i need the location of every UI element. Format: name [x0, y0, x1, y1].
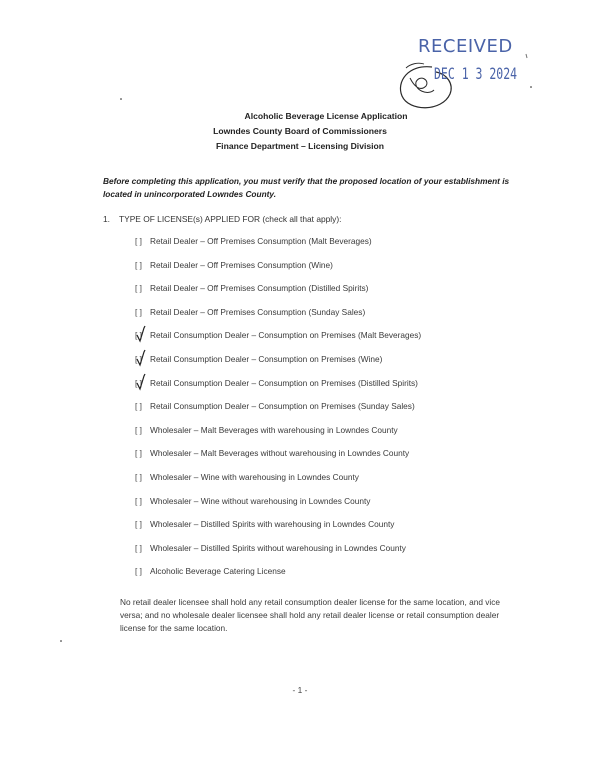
license-option-label: Retail Dealer – Off Premises Consumption (Wine)	[150, 259, 333, 270]
license-checkbox[interactable]: [ ]	[135, 306, 142, 317]
license-option-10[interactable]	[135, 448, 465, 472]
license-option-14[interactable]	[135, 543, 465, 567]
section-number: 1.	[103, 214, 110, 224]
license-checkbox[interactable]: [ ]	[135, 519, 142, 530]
license-option-label: Retail Consumption Dealer – Consumption on Premises (Wine)	[150, 353, 383, 364]
license-option-15[interactable]	[135, 566, 465, 590]
license-option-12[interactable]	[135, 496, 465, 520]
license-checkbox[interactable]: [ ]	[135, 495, 142, 506]
license-option-11[interactable]	[135, 472, 465, 496]
stamp-date: DEC 1 3 2024	[434, 64, 518, 83]
scan-speck	[530, 86, 532, 88]
license-checkbox[interactable]: [ ]	[135, 401, 142, 412]
license-options-list	[135, 236, 465, 590]
handwritten-checkmark-icon	[135, 372, 149, 392]
header-title: Alcoholic Beverage License Application	[244, 111, 408, 121]
header-organization: Lowndes County Board of Commissioners	[213, 126, 387, 136]
license-option-3[interactable]	[135, 283, 465, 307]
license-checkbox[interactable]: [ ]	[135, 283, 142, 294]
license-checkbox[interactable]: [ ]	[135, 424, 142, 435]
header-department: Finance Department – Licensing Division	[215, 141, 385, 151]
restriction-note: No retail dealer licensee shall hold any retail consumption dealer license for the same location, and vice versa; and no wholesale dealer licensee shall hold any retail dealer license or retail consumption dealer license for the same location.	[120, 597, 501, 633]
stamp-title: RECEIVED	[418, 36, 513, 57]
license-option-4[interactable]	[135, 307, 465, 331]
license-option-label: Retail Consumption Dealer – Consumption on Premises (Distilled Spirits)	[150, 377, 418, 388]
license-checkbox[interactable]: [ ]	[135, 259, 142, 270]
license-option-label: Wholesaler – Malt Beverages without warehousing in Lowndes County	[150, 448, 410, 459]
license-option-5[interactable]	[135, 330, 465, 354]
document-header	[0, 109, 600, 154]
license-option-2[interactable]	[135, 260, 465, 284]
license-option-1[interactable]	[135, 236, 465, 260]
license-checkbox[interactable]: [ ]	[135, 330, 142, 341]
license-checkbox[interactable]: [ ]	[135, 566, 142, 577]
license-option-8[interactable]	[135, 401, 465, 425]
license-option-6[interactable]	[135, 354, 465, 378]
handwritten-checkmark-icon	[135, 348, 149, 368]
license-option-label: Wholesaler – Distilled Spirits with warehousing in Lowndes County	[150, 519, 395, 530]
section-title: TYPE OF LICENSE(s) APPLIED FOR (check all that apply):	[119, 214, 342, 224]
license-option-label: Wholesaler – Distilled Spirits without warehousing in Lowndes County	[150, 542, 406, 553]
scan-speck	[120, 98, 122, 100]
license-checkbox[interactable]: [ ]	[135, 377, 142, 388]
license-option-label: Retail Dealer – Off Premises Consumption (Malt Beverages)	[150, 236, 372, 246]
license-option-9[interactable]	[135, 425, 465, 449]
page-number: - 1 -	[292, 685, 308, 695]
license-option-label: Wholesaler – Wine with warehousing in Lowndes County	[150, 471, 359, 482]
intro-paragraph: Before completing this application, you must verify that the proposed location of your establishment is located in unincorporated Lowndes County.	[103, 176, 510, 199]
license-option-7[interactable]	[135, 378, 465, 402]
license-checkbox[interactable]: [ ]	[135, 542, 142, 553]
section-heading	[103, 214, 341, 224]
license-option-label: Retail Dealer – Off Premises Consumption (Distilled Spirits)	[150, 283, 369, 294]
handwritten-checkmark-icon	[135, 324, 149, 344]
license-option-label: Retail Consumption Dealer – Consumption on Premises (Sunday Sales)	[150, 401, 415, 412]
license-checkbox[interactable]: [ ]	[135, 471, 142, 482]
received-stamp	[384, 34, 534, 114]
license-checkbox[interactable]: [ ]	[135, 236, 142, 246]
license-checkbox[interactable]: [ ]	[135, 353, 142, 364]
license-option-label: Wholesaler – Malt Beverages with warehousing in Lowndes County	[150, 424, 398, 435]
license-option-label: Wholesaler – Wine without warehousing in Lowndes County	[150, 495, 371, 506]
license-option-13[interactable]	[135, 519, 465, 543]
license-checkbox[interactable]: [ ]	[135, 448, 142, 459]
license-option-label: Retail Consumption Dealer – Consumption on Premises (Malt Beverages)	[150, 330, 422, 341]
license-option-label: Retail Dealer – Off Premises Consumption (Sunday Sales)	[150, 306, 366, 317]
scan-speck	[60, 640, 62, 642]
license-option-label: Alcoholic Beverage Catering License	[150, 566, 286, 577]
